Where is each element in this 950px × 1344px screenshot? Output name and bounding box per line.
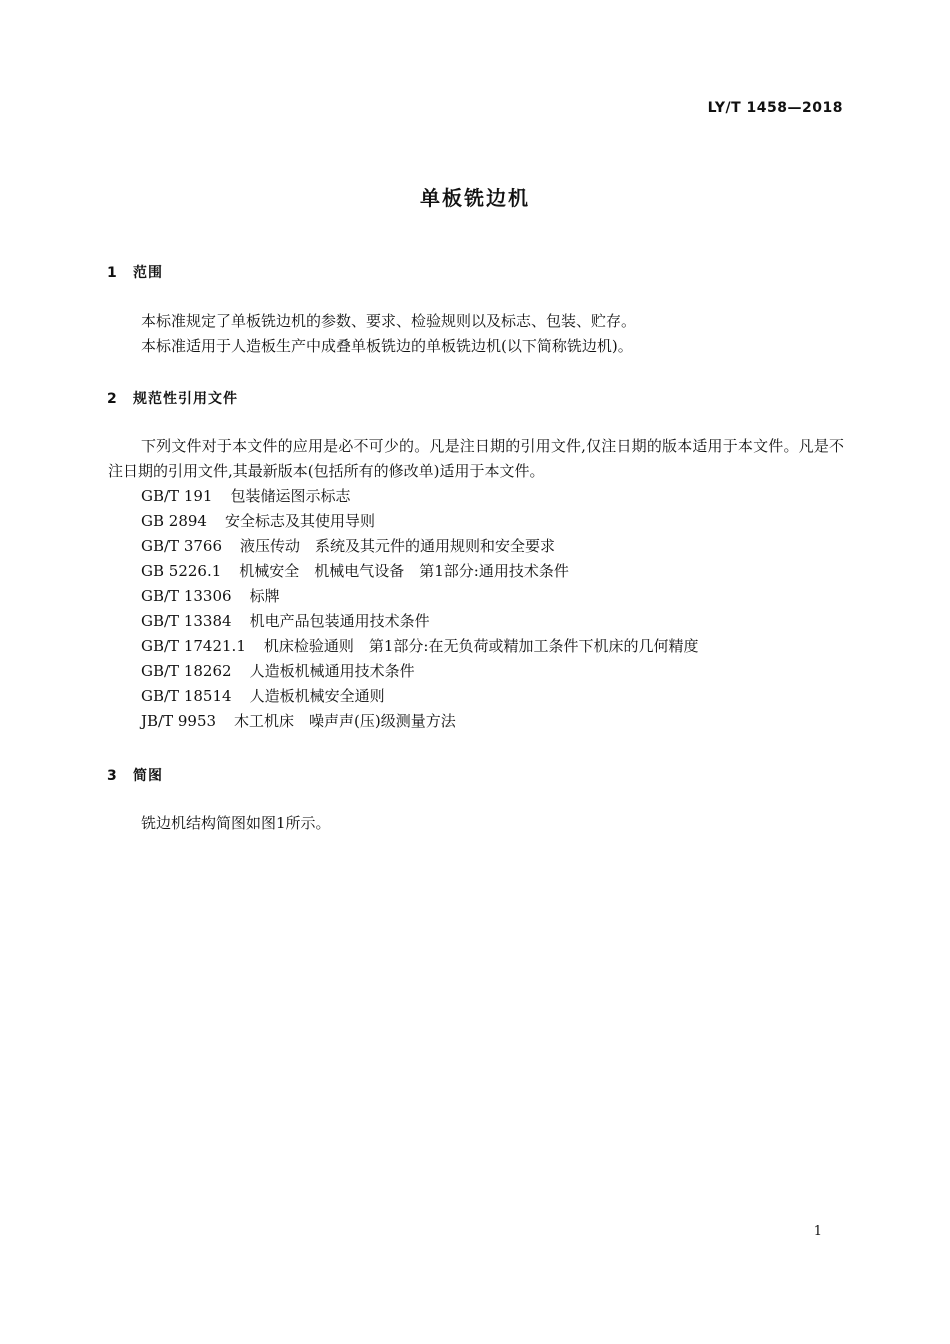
reference-item [141,709,456,734]
reference-title: 包装储运图示标志 [230,487,351,505]
section-number: 2 [107,391,118,407]
reference-code: GB/T 13384 [141,612,232,630]
diagram-paragraph: 铣边机结构简图如图1所示。 [141,814,331,832]
scope-paragraph-2: 本标准适用于人造板生产中成叠单板铣边的单板铣边机(以下简称铣边机)。 [141,337,633,355]
section-title: 范围 [133,265,163,281]
reference-item [141,509,375,534]
reference-item [141,659,415,684]
reference-title: 人造板机械通用技术条件 [249,662,415,680]
reference-title: 木工机床 噪声声(压)级测量方法 [234,712,456,730]
reference-code: JB/T 9953 [141,712,217,730]
reference-title: 机床检验通则 第1部分:在无负荷或精加工条件下机床的几何精度 [263,637,699,655]
reference-item [141,584,280,609]
reference-item [141,484,350,509]
reference-item [141,534,555,559]
reference-title: 液压传动 系统及其元件的通用规则和安全要求 [240,537,556,555]
section-heading-scope [107,262,163,282]
reference-code: GB/T 191 [141,487,213,505]
section-number: 1 [107,265,118,281]
scope-paragraph-1: 本标准规定了单板铣边机的参数、要求、检验规则以及标志、包装、贮存。 [141,312,637,330]
reference-item [141,684,385,709]
section-title: 简图 [133,768,163,784]
reference-code: GB/T 3766 [141,537,223,555]
standard-code: LY/T 1458—2018 [707,100,843,116]
reference-item [141,634,698,659]
page-number: 1 [813,1224,822,1239]
reference-title: 机械安全 机械电气设备 第1部分:通用技术条件 [239,562,569,580]
reference-code: GB/T 18262 [141,662,232,680]
reference-code: GB 2894 [141,512,207,530]
reference-item [141,559,569,584]
reference-title: 标牌 [249,587,280,605]
reference-title: 人造板机械安全通则 [249,687,385,705]
reference-code: GB 5226.1 [141,562,222,580]
section-heading-diagram [107,765,163,785]
references-intro-paragraph: 下列文件对于本文件的应用是必不可少的。凡是注日期的引用文件,仅注日期的版本适用于本文件。凡是不注日期的引用文件,其最新版本(包括所有的修改单)适用于本文件。 [108,437,844,480]
section-heading-normative-references [107,388,238,408]
section-number: 3 [107,768,118,784]
reference-item [141,609,430,634]
section-title: 规范性引用文件 [133,391,238,407]
reference-code: GB/T 18514 [141,687,232,705]
reference-title: 机电产品包装通用技术条件 [249,612,430,630]
reference-code: GB/T 17421.1 [141,637,246,655]
reference-code: GB/T 13306 [141,587,232,605]
document-title: 单板铣边机 [420,186,530,210]
reference-title: 安全标志及其使用导则 [224,512,375,530]
